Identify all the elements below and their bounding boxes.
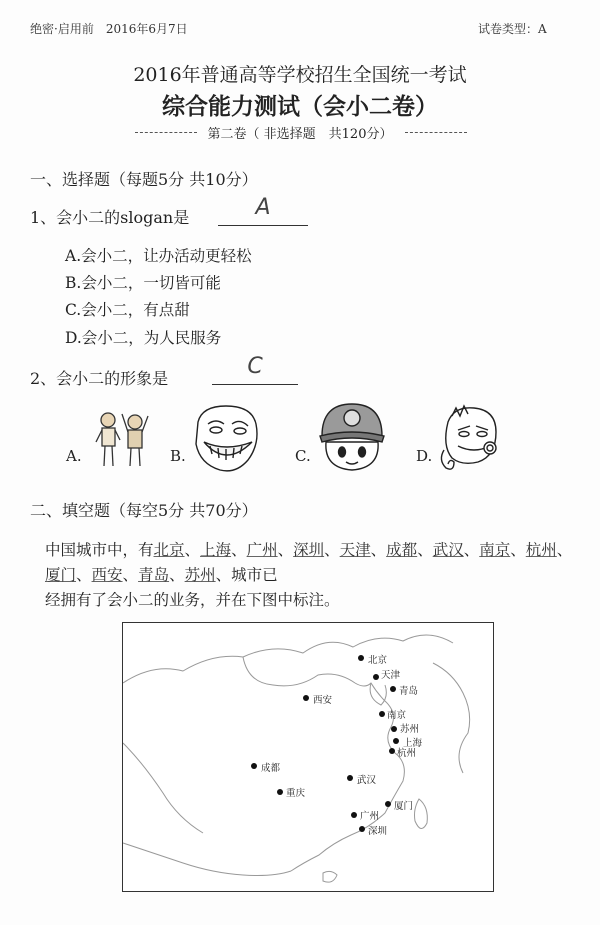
- two-figures-icon: [90, 408, 160, 470]
- map-label-qingdao: 青岛: [399, 686, 419, 697]
- map-outline: [123, 623, 493, 891]
- map-label-xian: 西安: [313, 695, 333, 706]
- city-blank-wuhan: 武汉: [432, 541, 464, 559]
- section2-heading: 二、填空题（每空5分 共70分）: [30, 501, 258, 520]
- city-dot: [277, 789, 283, 795]
- map-label-guangzhou: 广州: [360, 811, 380, 822]
- map-label-shanghai: 上海: [403, 738, 423, 749]
- city-blank-guangzhou: 广州: [246, 541, 278, 559]
- map-label-suzhou: 苏州: [400, 724, 420, 735]
- q1-option-c: C.会小二，有点甜: [65, 301, 190, 319]
- q1-handwritten-answer: A: [255, 195, 271, 220]
- troll-face-icon: [190, 402, 262, 476]
- city-dot: [351, 812, 357, 818]
- city-dot: [379, 711, 385, 717]
- q1-option-b: B.会小二，一切皆可能: [65, 274, 221, 292]
- q2-option-a-label: A.: [66, 447, 82, 465]
- confidential-header: 绝密·启用前 2016年6月7日: [30, 22, 188, 36]
- map-label-hangzhou: 杭州: [397, 748, 417, 759]
- map-label-xiamen: 厦门: [394, 801, 414, 812]
- exam-subtitle: 综合能力测试（会小二卷）: [162, 94, 438, 120]
- q1-answer-blank: [218, 195, 308, 226]
- city-dot: [359, 826, 365, 832]
- rage-face-icon: [434, 402, 504, 474]
- q2-handwritten-answer: C: [247, 354, 263, 379]
- city-blank-xiamen: 厦门: [45, 566, 77, 584]
- city-dot: [373, 674, 379, 680]
- city-blank-xian: 西安: [91, 566, 123, 584]
- map-label-chongqing: 重庆: [286, 788, 306, 799]
- map-label-beijing: 北京: [368, 655, 388, 666]
- china-map: [122, 622, 494, 892]
- city-blank-nanjing: 南京: [479, 541, 511, 559]
- q2-option-c-label: C.: [295, 447, 311, 465]
- city-dot: [393, 738, 399, 744]
- map-label-shenzhen: 深圳: [368, 826, 388, 837]
- city-dot: [385, 801, 391, 807]
- city-dot: [358, 655, 364, 661]
- paper-type-label: 试卷类型：A: [478, 22, 547, 36]
- q2-answer-blank: [212, 354, 298, 385]
- q2-option-b-label: B.: [170, 447, 186, 465]
- fill-intro: 中国城市中，有: [45, 541, 154, 559]
- map-label-wuhan: 武汉: [357, 775, 377, 786]
- fill-ending: 经拥有了会小二的业务，并在下图中标注。: [45, 591, 340, 609]
- city-dot: [389, 748, 395, 754]
- q1-option-a: A.会小二，让办活动更轻松: [65, 247, 252, 265]
- city-dot: [251, 763, 257, 769]
- q1-option-d: D.会小二，为人民服务: [65, 329, 222, 347]
- city-blank-chengdu: 成都: [386, 541, 418, 559]
- q2-prompt: 2、会小二的形象是: [30, 369, 169, 388]
- city-dot: [390, 686, 396, 692]
- city-blank-qingdao: 青岛: [138, 566, 170, 584]
- q1-prompt: 1、会小二的slogan是: [30, 208, 190, 227]
- exam-title: 2016年普通高等学校招生全国统一考试: [133, 64, 467, 86]
- city-blank-shanghai: 上海: [200, 541, 232, 559]
- map-label-nanjing: 南京: [387, 710, 407, 721]
- city-blank-suzhou: 苏州: [184, 566, 216, 584]
- city-blank-shenzhen: 深圳: [293, 541, 325, 559]
- city-dot: [347, 775, 353, 781]
- city-dot: [303, 695, 309, 701]
- section1-heading: 一、选择题（每题5分 共10分）: [30, 170, 258, 189]
- city-blank-hangzhou: 杭州: [525, 541, 557, 559]
- fill-in-paragraph: 中国城市中，有北京、上海、广州、深圳、天津、成都、武汉、南京、杭州、厦门、西安、青岛、苏州、城市已 经拥有了会小二的业务，并在下图中标注。: [45, 541, 573, 609]
- city-dot: [391, 726, 397, 732]
- q2-option-d-label: D.: [416, 447, 433, 465]
- city-blank-tianjin: 天津: [339, 541, 371, 559]
- map-label-tianjin: 天津: [381, 670, 401, 681]
- mascot-helmet-icon: [316, 400, 388, 474]
- map-label-chengdu: 成都: [261, 763, 281, 774]
- part-label: 第二卷（ 非选择题 共120分）: [207, 127, 393, 142]
- divider-right: [405, 132, 467, 133]
- city-blank-beijing: 北京: [153, 541, 185, 559]
